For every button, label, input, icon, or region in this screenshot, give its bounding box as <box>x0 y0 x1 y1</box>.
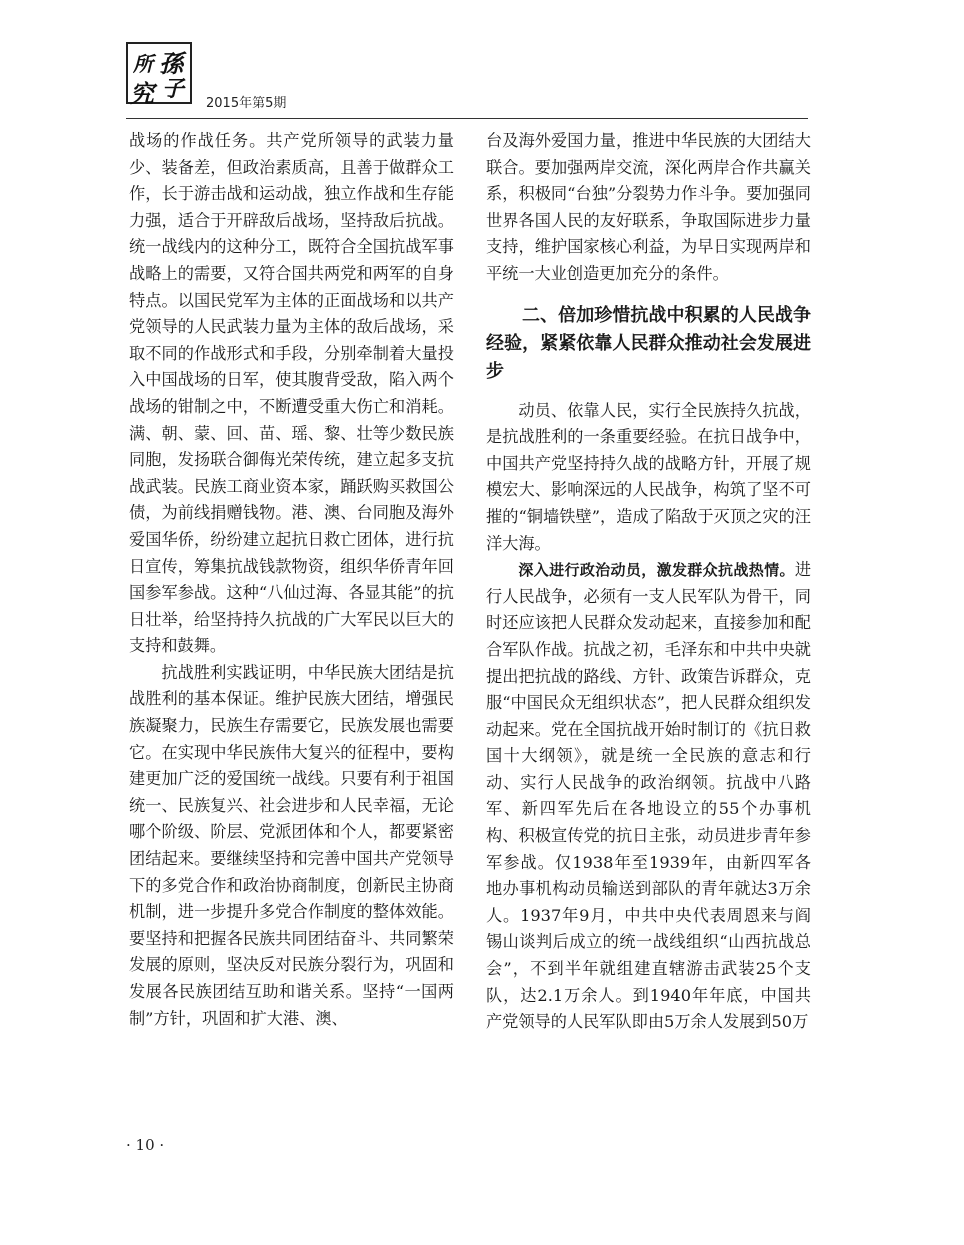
logo-char-1: 所 <box>133 52 153 76</box>
logo-char-3: 究 <box>130 79 154 108</box>
section-heading: 二、倍加珍惜抗战中积累的人民战争经验，紧紧依靠人民群众推动社会发展进步 <box>486 304 811 382</box>
right-paragraph-1: 台及海外爱国力量，推进中华民族的大团结大联合。要加强两岸交流，深化两岸合作共赢关系，积极同“台独”分裂势力作斗争。要加强同世界各国人民的友好联系，争取国际进步力量支持，维护国家核心利益，为早日实现两岸和平统一大业创造更加充分的条件。 <box>486 131 811 283</box>
paragraph-lead: 深入进行政治动员，激发群众抗战热情。 <box>518 561 795 580</box>
journal-logo <box>126 42 192 108</box>
right-paragraph-2: 动员、依靠人民，实行全民族持久抗战，是抗战胜利的一条重要经验。在抗日战争中，中国共产党坚持持久战的战略方针，开展了规模宏大、影响深远的人民战争，构筑了坚不可摧的“铜墙铁壁”，造成了陷敌于灭顶之灾的汪洋大海。 <box>486 400 811 553</box>
logo-char-4: 子 <box>162 76 185 102</box>
logo-char-2: 孫 <box>159 49 183 78</box>
left-column <box>129 128 454 1032</box>
right-column <box>486 128 811 1036</box>
header-rule <box>126 118 808 119</box>
left-paragraph-1: 战场的作战任务。共产党所领导的武装力量少、装备差，但政治素质高，且善于做群众工作，长于游击战和运动战，独立作战和生存能力强，适合于开辟敌后战场，坚持敌后抗战。统一战线内的这种分工，既符合全国抗战军事战略上的需要，又符合国共两党和两军的自身特点。以国民党军为主体的正面战场和以共产党领导的人民武装力量为主体的敌后战场，采取不同的作战形式和手段，分别牵制着大量投入中国战场的日军，使其腹背受敌，陷入两个战场的钳制之中，不断遭受重大伤亡和消耗。满、朝、蒙、回、苗、瑶、黎、壮等少数民族同胞，发扬联合御侮光荣传统，建立起多支抗战武装。民族工商业资本家，踊跃购买救国公债，为前线捐赠钱物。港、澳、台同胞及海外爱国华侨，纷纷建立起抗日救亡团体，进行抗日宣传，筹集抗战钱款物资，组织华侨青年回国参军参战。这种“八仙过海、各显其能”的抗日壮举，给坚持持久抗战的广大军民以巨大的支持和鼓舞。 <box>129 131 454 656</box>
left-paragraph-2: 抗战胜利实践证明，中华民族大团结是抗战胜利的基本保证。维护民族大团结，增强民族凝聚力，民族生存需要它，民族发展也需要它。在实现中华民族伟大复兴的征程中，要构建更加广泛的爱国统一战线。只要有利于祖国统一、民族复兴、社会进步和人民幸福，无论哪个阶级、阶层、党派团体和个人，都要紧密团结起来。要继续坚持和完善中国共产党领导下的多党合作和政治协商制度，创新民主协商机制，进一步提升多党合作制度的整体效能。要坚持和把握各民族共同团结奋斗、共同繁荣发展的原则，坚决反对民族分裂行为，巩固和发展各民族团结互助和谐关系。坚持“一国两制”方针，巩固和扩大港、澳、 <box>129 662 454 1028</box>
page-number: · 10 · <box>126 1136 165 1154</box>
right-paragraph-3 <box>486 557 811 1036</box>
right-paragraph-3-body: 进行人民战争，必须有一支人民军队为骨干，同时还应该把人民群众发动起来，直接参加和配合军队作战。抗战之初，毛泽东和中共中央就提出把抗战的路线、方针、政策告诉群众，克服“中国民众无组织状态”，把人民群众组织发动起来。党在全国抗战开始时制订的《抗日救国十大纲领》，就是统一全民族的意志和行动、实行人民战争的政治纲领。抗战中八路军、新四军先后在各地设立的55个办事机构、积极宣传党的抗日主张，动员进步青年参军参战。仅1938年至1939年，由新四军各地办事机构动员输送到部队的青年就达3万余人。1937年9月，中共中央代表周恩来与阎锡山谈判后成立的统一战线组织“山西抗战总会”，不到半年就组建直辖游击武装25个支队，达2.1万余人。到1940年年底，中国共产党领导的人民军队即由5万余人发展到50万 <box>486 560 811 1032</box>
issue-label: 2015年第5期 <box>206 96 287 111</box>
page-header <box>126 42 806 122</box>
